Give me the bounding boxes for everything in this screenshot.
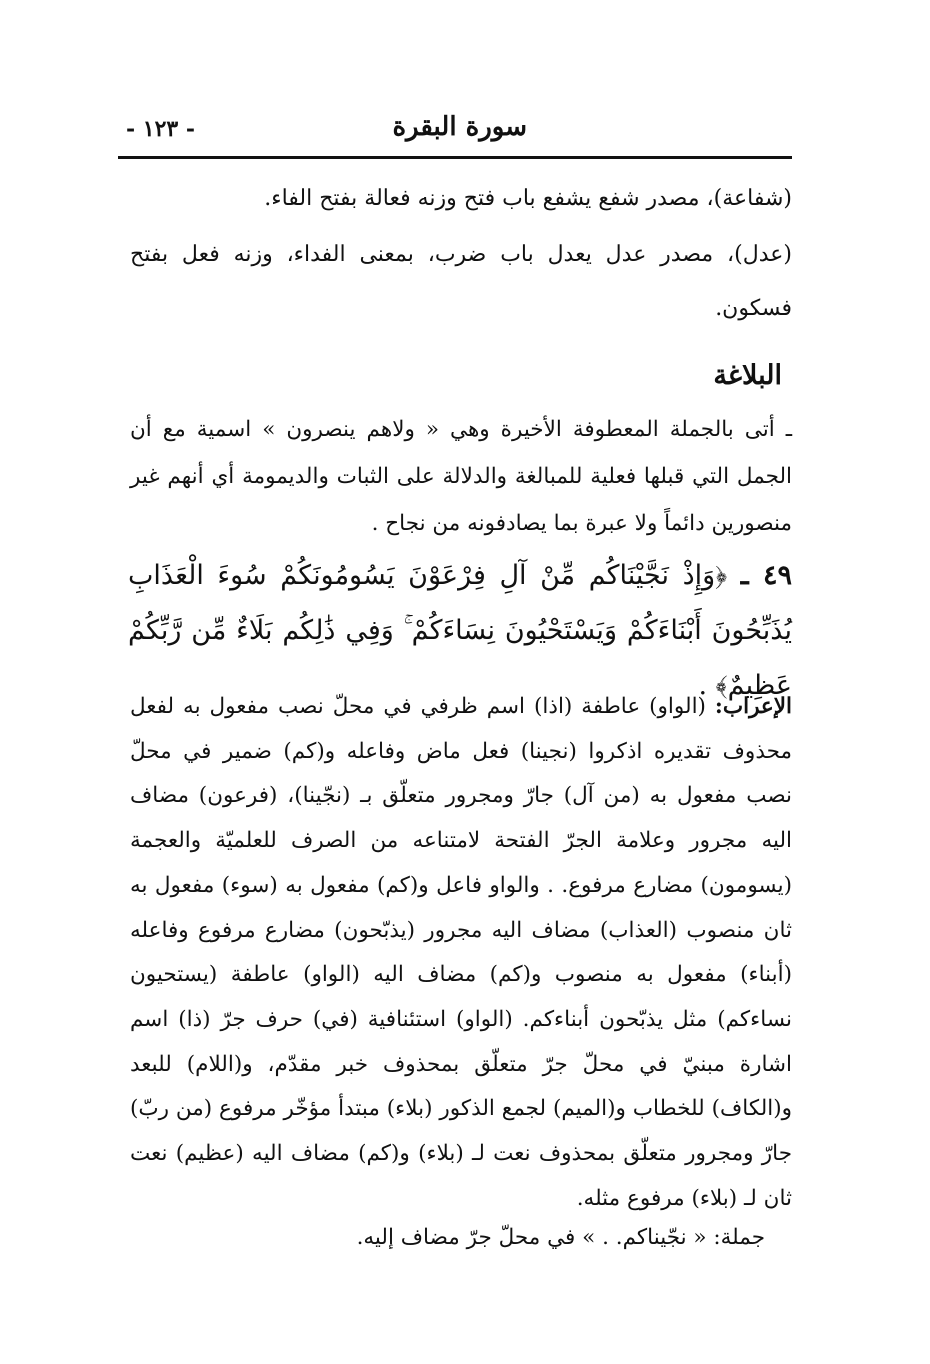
jumla-note: جملة: « نجّيناكم. . » في محلّ جرّ مضاف إليه. — [356, 1225, 765, 1250]
header-divider — [118, 156, 792, 159]
irab-paragraph — [130, 685, 792, 1221]
page-header — [118, 110, 792, 154]
balagha-text: ـ أتى بالجملة المعطوفة الأخيرة وهي « ولاهم ينصرون » اسمية مع أن الجمل التي قبلها فعلية للمبالغة والدلالة على الثبات والديمومة أي أنهم غير منصورين دائماً ولا عبرة بما يصادفونه من نجاح . — [130, 417, 792, 536]
morphology-adl: (عدل)، مصدر عدل يعدل باب ضرب، بمعنى الفداء، وزنه فعل بفتح فسكون. — [130, 242, 792, 321]
surah-title: سورة البقرة — [392, 112, 527, 142]
verse-number: ٤٩ ـ — [740, 560, 793, 591]
balagha-heading: البلاغة — [713, 360, 782, 391]
page-number: - ١٢٣ - — [126, 116, 196, 142]
verse-text: ﴿وَإِذْ نَجَّيْنَاكُم مِّنْ آلِ فِرْعَوْنَ يَسُومُونَكُمْ سُوءَ الْعَذَابِ يُذَبِّحُونَ أَبْنَاءَكُمْ وَيَسْتَحْيُونَ نِسَاءَكُمْ ۚ وَفِي ذَٰلِكُم بَلَاءٌ مِّن رَّبِّكُمْ عَظِيمٌ﴾ . — [128, 560, 792, 701]
irab-heading: الإعراب: — [714, 694, 792, 719]
morphology-shafaa: (شفاعة)، مصدر شفع يشفع باب فتح وزنه فعالة بفتح الفاء. — [264, 186, 792, 211]
irab-text: (الواو) عاطفة (اذا) اسم ظرفي في محلّ نصب مفعول به لفعل محذوف تقديره اذكروا (نجينا) فعل ماض وفاعله و(كم) ضمير في محلّ نصب مفعول به (من آل) جارّ ومجرور متعلّق بـ (نجّينا)، (فرعون) مضاف اليه مجرور وعلامة الجرّ الفتحة لامتناعه من الصرف للعلميّة والعجمة (يسومون) مضارع مرفوع. . والواو فاعل و(كم) مفعول به (سوء) مفعول به ثان منصوب (العذاب) مضاف اليه مجرور (يذبّحون) مضارع مرفوع وفاعله (أبناء) مفعول به منصوب و(كم) مضاف اليه (الواو) عاطفة (يستحيون نساءكم) مثل يذبّحون أبناءكم. (الواو) استئنافية (في) حرف جرّ (ذا) اسم اشارة مبنيّ في محلّ جرّ متعلّق بمحذوف خبر مقدّم، و(اللام) للبعد و(الكاف) للخطاب و(الميم) لجمع الذكور (بلاء) مبتدأ مؤخّر مرفوع (من ربّ) جارّ ومجرور متعلّق بمحذوف نعت لـ (بلاء) و(كم) مضاف اليه (عظيم) نعت ثان لـ (بلاء) مرفوع مثله. — [130, 694, 792, 1211]
